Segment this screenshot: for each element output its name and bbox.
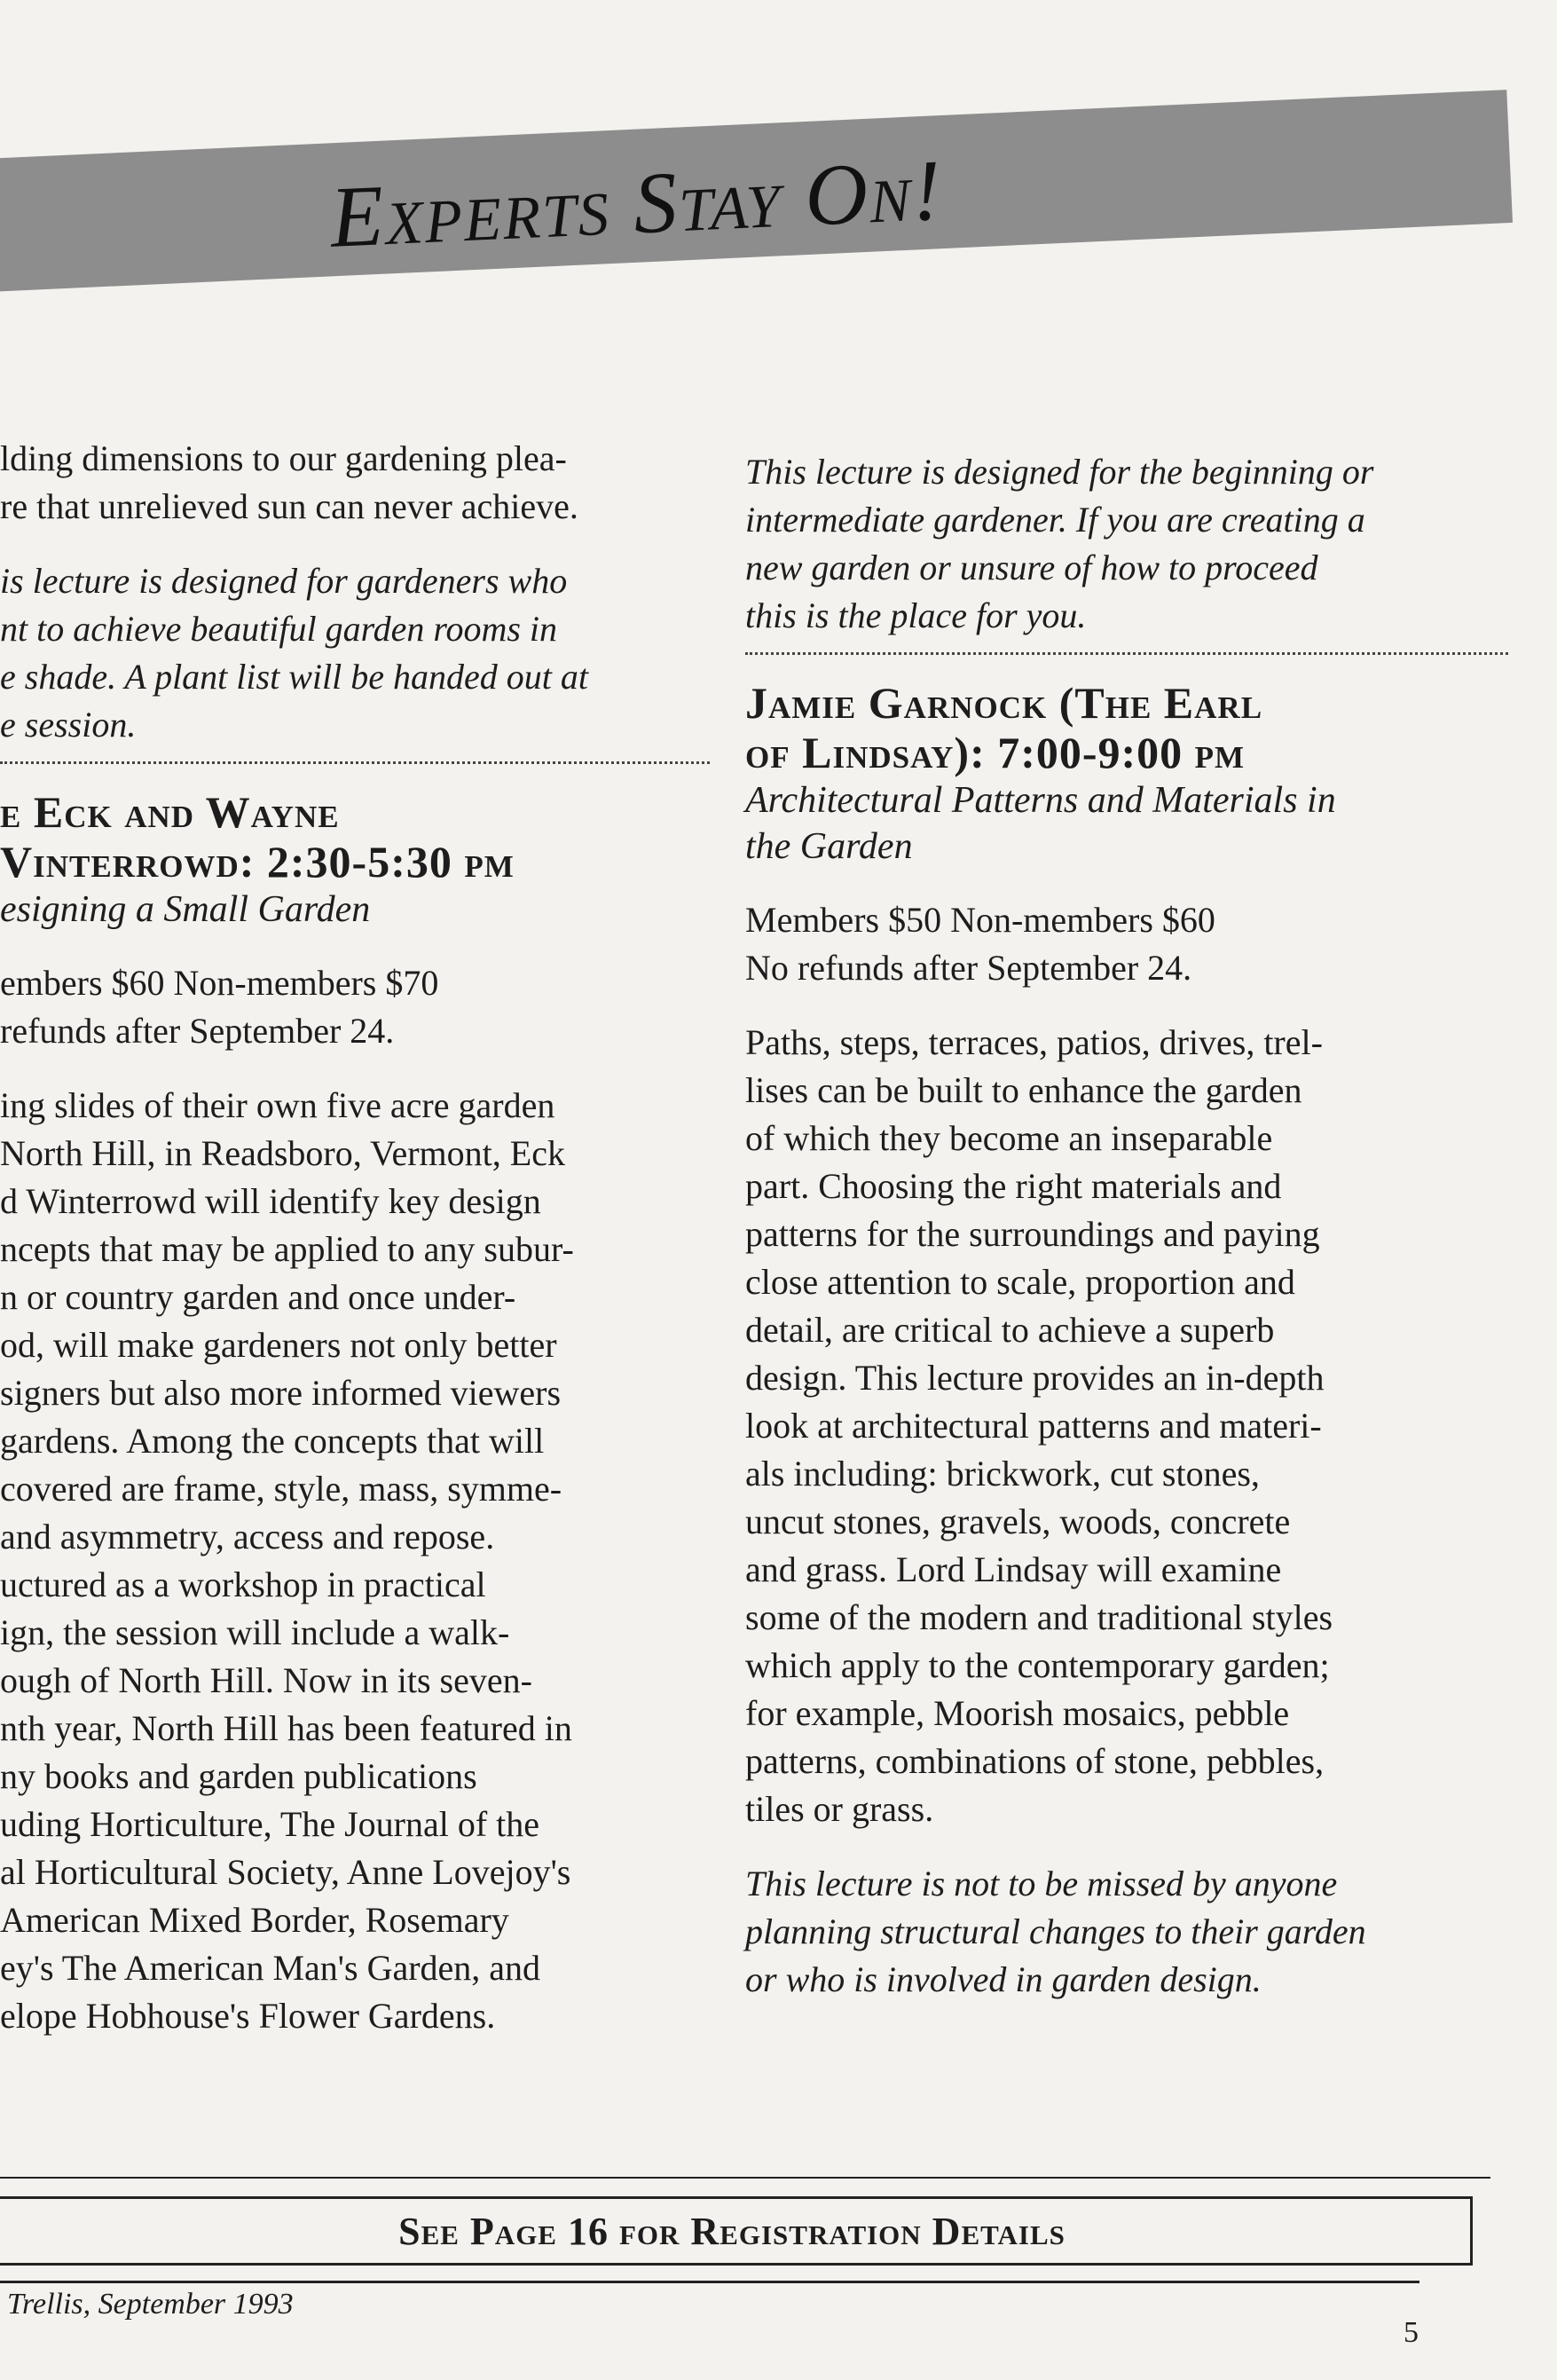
page-title: Experts Stay On! bbox=[328, 142, 946, 266]
description-line: for example, Moorish mosaics, pebble bbox=[745, 1693, 1290, 1733]
description-line: uding Horticulture, The Journal of the bbox=[0, 1804, 540, 1844]
description-line: ncepts that may be applied to any subur- bbox=[0, 1229, 574, 1269]
lecture-description bbox=[0, 1082, 710, 2040]
lecture-heading: e Eck and Wayne bbox=[0, 787, 340, 837]
description-line: which apply to the contemporary garden; bbox=[745, 1645, 1330, 1685]
lecture-description bbox=[745, 1019, 1508, 1833]
refund-line: No refunds after September 24. bbox=[745, 948, 1192, 988]
fee-line: embers $60 Non-members $70 bbox=[0, 963, 439, 1003]
audience-note: is lecture is designed for gardeners who bbox=[0, 561, 568, 601]
description-line: and asymmetry, access and repose. bbox=[0, 1517, 495, 1556]
page-number: 5 bbox=[1404, 2316, 1419, 2349]
description-line: design. This lecture provides an in-depth bbox=[745, 1358, 1325, 1398]
description-line: ough of North Hill. Now in its seven- bbox=[0, 1660, 532, 1700]
description-line: ny books and garden publications bbox=[0, 1756, 477, 1796]
description-line: patterns, combinations of stone, pebbles, bbox=[745, 1741, 1325, 1781]
lecture-subtitle: esigning a Small Garden bbox=[0, 889, 371, 930]
description-line: ey's The American Man's Garden, and bbox=[0, 1948, 541, 1988]
closing-note: This lecture is not to be missed by anyone bbox=[745, 1864, 1338, 1903]
registration-box bbox=[0, 2196, 1473, 2266]
description-line: American Mixed Border, Rosemary bbox=[0, 1900, 509, 1940]
section-divider bbox=[0, 2177, 1490, 2179]
description-line: look at architectural patterns and materi- bbox=[745, 1406, 1322, 1446]
description-line: and grass. Lord Lindsay will examine bbox=[745, 1549, 1282, 1589]
description-line: uctured as a workshop in practical bbox=[0, 1564, 486, 1604]
registration-text: See Page 16 for Registration Details bbox=[398, 2209, 1066, 2253]
description-line: uncut stones, gravels, woods, concrete bbox=[745, 1501, 1291, 1541]
description-line: of which they become an inseparable bbox=[745, 1118, 1273, 1158]
description-line: Paths, steps, terraces, patios, drives, trel- bbox=[745, 1022, 1323, 1062]
audience-note: nt to achieve beautiful garden rooms in bbox=[0, 609, 558, 649]
description-line: gardens. Among the concepts that will bbox=[0, 1421, 545, 1461]
lecture-subtitle: Architectural Patterns and Materials in bbox=[745, 780, 1336, 821]
left-column bbox=[0, 435, 710, 2040]
description-line: als including: brickwork, cut stones, bbox=[745, 1454, 1260, 1493]
right-column bbox=[745, 448, 1508, 2004]
audience-note: this is the place for you. bbox=[745, 595, 1087, 635]
closing-note: planning structural changes to their garden bbox=[745, 1911, 1366, 1951]
refund-line: refunds after September 24. bbox=[0, 1011, 395, 1051]
intro-line: lding dimensions to our gardening plea- bbox=[0, 438, 567, 478]
description-line: ing slides of their own five acre garden bbox=[0, 1085, 555, 1125]
description-line: nth year, North Hill has been featured in bbox=[0, 1708, 572, 1748]
description-line: patterns for the surroundings and paying bbox=[745, 1214, 1320, 1254]
description-line: close attention to scale, proportion and bbox=[745, 1262, 1295, 1302]
footer-divider bbox=[0, 2281, 1419, 2283]
description-line: detail, are critical to achieve a superb bbox=[745, 1310, 1275, 1350]
closing-note: or who is involved in garden design. bbox=[745, 1959, 1262, 1999]
audience-note: new garden or unsure of how to proceed bbox=[745, 548, 1318, 587]
description-line: n or country garden and once under- bbox=[0, 1277, 516, 1317]
lecture-heading: Vinterrowd: 2:30-5:30 pm bbox=[0, 837, 515, 887]
description-line: some of the modern and traditional styles bbox=[745, 1597, 1333, 1637]
lecture-subtitle: the Garden bbox=[745, 826, 913, 867]
dotted-divider bbox=[0, 761, 710, 764]
description-line: part. Choosing the right materials and bbox=[745, 1166, 1282, 1206]
description-line: covered are frame, style, mass, symme- bbox=[0, 1469, 562, 1509]
lecture-heading: Jamie Garnock (The Earl bbox=[745, 678, 1263, 728]
description-line: tiles or grass. bbox=[745, 1789, 934, 1829]
description-line: lises can be built to enhance the garden bbox=[745, 1070, 1302, 1110]
fee-line: Members $50 Non-members $60 bbox=[745, 900, 1215, 940]
description-line: North Hill, in Readsboro, Vermont, Eck bbox=[0, 1133, 565, 1173]
intro-line: re that unrelieved sun can never achieve. bbox=[0, 486, 578, 526]
dotted-divider bbox=[745, 652, 1508, 655]
publication-footer: Trellis, September 1993 bbox=[7, 2288, 294, 2321]
lecture-heading: of Lindsay): 7:00-9:00 pm bbox=[745, 728, 1246, 777]
audience-note: This lecture is designed for the beginning or bbox=[745, 452, 1374, 492]
description-line: od, will make gardeners not only better bbox=[0, 1325, 557, 1365]
description-line: elope Hobhouse's Flower Gardens. bbox=[0, 1996, 496, 2036]
audience-note: intermediate gardener. If you are creating a bbox=[745, 500, 1365, 540]
description-line: signers but also more informed viewers bbox=[0, 1373, 562, 1413]
description-line: ign, the session will include a walk- bbox=[0, 1612, 510, 1652]
audience-note: e session. bbox=[0, 705, 137, 745]
audience-note: e shade. A plant list will be handed out at bbox=[0, 657, 588, 697]
description-line: d Winterrowd will identify key design bbox=[0, 1181, 541, 1221]
description-line: al Horticultural Society, Anne Lovejoy's bbox=[0, 1852, 571, 1892]
